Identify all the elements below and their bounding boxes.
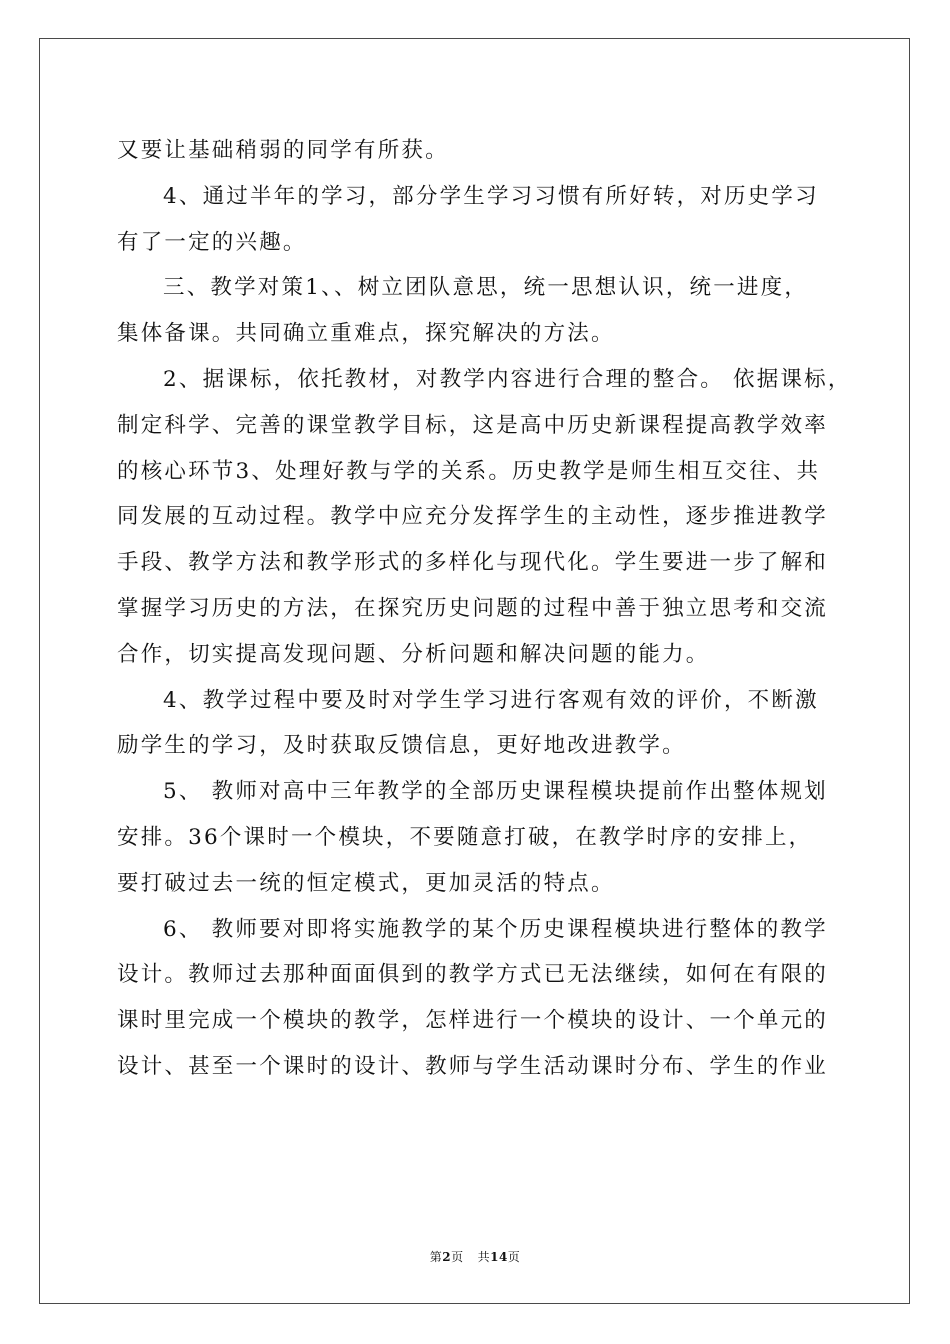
text-line: 掌握学习历史的方法，在探究历史问题的过程中善于独立思考和交流: [117, 595, 829, 621]
page-suffix: 页: [451, 1250, 464, 1264]
text-line: 制定科学、完善的课堂教学目标，这是高中历史新课程提高教学效率: [117, 412, 829, 438]
total-suffix: 页: [507, 1250, 521, 1264]
text-line: 同发展的互动过程。教学中应充分发挥学生的主动性，逐步推进教学: [117, 504, 829, 530]
page-number: 2: [442, 1250, 452, 1264]
text-line: 4、通过半年的学习，部分学生学习习惯有所好转，对历史学习: [163, 183, 819, 209]
document-body: [117, 128, 852, 1090]
text-line: 设计。教师过去那种面面俱到的教学方式已无法继续，如何在有限的: [117, 962, 829, 988]
text-line: 5、 教师对高中三年教学的全部历史课程模块提前作出整体规划: [163, 779, 828, 805]
text-line: 集体备课。共同确立重难点，探究解决的方法。: [117, 321, 615, 347]
text-line: 4、教学过程中要及时对学生学习进行客观有效的评价，不断激: [163, 687, 819, 713]
text-line: 的核心环节3、处理好教与学的关系。历史教学是师生相互交往、共: [117, 458, 821, 484]
total-prefix: 共: [477, 1250, 491, 1264]
text-line: 课时里完成一个模块的教学，怎样进行一个模块的设计、一个单元的: [117, 1008, 829, 1034]
page-prefix: 第: [429, 1250, 443, 1264]
text-line: 手段、教学方法和教学形式的多样化与现代化。学生要进一步了解和: [117, 550, 829, 576]
text-line: 三、教学对策1、、树立团队意思，统一思想认识，统一进度，: [163, 275, 809, 301]
text-line: 要打破过去一统的恒定模式，更加灵活的特点。: [117, 870, 615, 896]
text-line: 合作，切实提高发现问题、分析问题和解决问题的能力。: [117, 641, 710, 667]
text-line: 设计、甚至一个课时的设计、教师与学生活动课时分布、学生的作业: [117, 1053, 829, 1079]
page-footer: [0, 1248, 950, 1265]
text-line: 安排。36个课时一个模块，不要随意打破，在教学时序的安排上，: [117, 824, 813, 850]
text-line: 励学生的学习，及时获取反馈信息，更好地改进教学。: [117, 733, 686, 759]
text-line: 又要让基础稍弱的同学有所获。: [117, 138, 449, 163]
text-line: 2、据课标，依托教材，对教学内容进行合理的整合。 依据课标，: [163, 366, 852, 392]
text-line: 有了一定的兴趣。: [117, 229, 307, 255]
text-line: 6、 教师要对即将实施教学的某个历史课程模块进行整体的教学: [163, 916, 828, 942]
total-pages: 14: [490, 1250, 508, 1264]
